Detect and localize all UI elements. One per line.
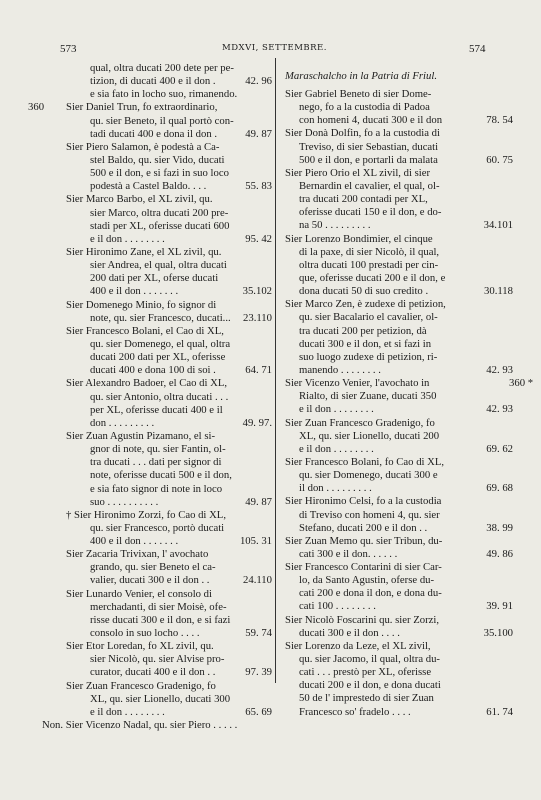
entry-text: ducati 300 e il don . . . .: [299, 626, 400, 639]
entry-line: [66, 285, 272, 298]
entry-text: Sier Alexandro Badoer, el Cao di XL,: [66, 377, 228, 390]
vote-count: 35.100: [483, 626, 513, 639]
entry-line: [285, 705, 513, 719]
entry-text: qu. sier Antonio, oltra ducati . . .: [90, 390, 229, 403]
entry-text: Stefano, ducati 200 e il don . .: [299, 521, 428, 534]
entry-line: [66, 456, 272, 469]
entry-text: oltra ducati 100 prestadi per cin-: [299, 258, 439, 271]
entry-line: [285, 600, 513, 613]
vote-count: 38. 99: [486, 521, 513, 534]
entry-line: [66, 588, 272, 601]
section-heading-row: [285, 62, 489, 88]
entry-line: [66, 246, 272, 259]
entry-line: [285, 88, 489, 101]
entry-text: manendo . . . . . . . .: [299, 363, 381, 376]
entry-line: [66, 325, 272, 338]
entry-line: [66, 509, 272, 522]
vote-count: 35.102: [242, 285, 272, 298]
entry-text: 50 de l' imprestedo di sier Zuan: [299, 692, 434, 705]
entry-text: tra ducati 200 contadi per XL,: [299, 193, 428, 206]
entry-text: Bernardin el cavalier, el qual, ol-: [299, 179, 440, 192]
entry-line: [66, 377, 272, 390]
entry-line: [285, 298, 489, 311]
entry-line: [285, 614, 489, 627]
vote-count: 78. 54: [486, 114, 513, 127]
entry-line: [285, 574, 489, 587]
entry-text: il don . . . . . . . . .: [299, 482, 372, 495]
entry-line: [66, 220, 272, 233]
entry-text: Rialto, di sier Zuane, ducati 350: [299, 390, 437, 403]
entry-text: Francesco so' fradelo . . . .: [299, 705, 411, 718]
entry-text: Sier Lorenzo da Leze, el XL zivil,: [285, 639, 431, 652]
entry-text: qu. sier Domenego, el qual, oltra: [90, 337, 231, 350]
entry-line: [285, 442, 513, 456]
vote-count: 49. 97.: [242, 416, 272, 429]
entry-line: [66, 364, 272, 377]
entry-text: Sier Hironimo Zane, el XL zivil, qu.: [66, 245, 222, 258]
left-column: [28, 62, 272, 732]
entry-text: suo luogo zudexe di petizion, ri-: [299, 350, 438, 363]
vote-count: 61. 74: [486, 705, 513, 718]
entry-text: ducati 200 e il don, e dona ducati: [299, 679, 441, 692]
entry-text: valier, ducati 300 e il don . .: [90, 574, 210, 587]
entry-line: [285, 535, 489, 548]
entry-line: [66, 351, 272, 364]
entry-line: [66, 207, 272, 220]
entry-line: [285, 679, 489, 692]
entry-text: qu. sier Domenego, ducati 300 e: [299, 469, 438, 482]
entry-text: Sier Zuan Francesco Gradenigo, fo: [285, 416, 435, 429]
entry-line: [285, 259, 489, 272]
entry-text: e il don . . . . . . . .: [90, 705, 165, 718]
entry-line: [66, 154, 272, 167]
entry-line: [66, 614, 272, 627]
vote-count: 23.110: [243, 311, 272, 324]
entry-text: tra ducati 200 per petizion, dà: [299, 324, 427, 337]
entry-line: [285, 351, 489, 364]
entry-text: Sier Vicenzo Venier, l'avochato in: [285, 377, 430, 390]
entry-line: [285, 311, 489, 324]
entry-line: [285, 390, 489, 403]
entry-text: tra ducati . . . dati per signor di: [90, 456, 222, 469]
entry-line: [285, 587, 489, 600]
entry-text: Sier Marco Barbo, el XL zivil, qu.: [66, 193, 213, 206]
entry-line: [66, 88, 272, 101]
entry-text: cati 300 e il don. . . . . .: [299, 547, 398, 560]
entry-line: [66, 391, 272, 404]
entry-text: cati 200 e dona il don, e dona du-: [299, 587, 442, 600]
entry-text: 400 e il don . . . . . . .: [90, 535, 179, 548]
entry-line: [66, 483, 272, 496]
entry-text: sier Nicolò, qu. sier Alvise pro-: [90, 653, 225, 666]
entry-text: Sier Zuan Agustin Pizamano, el si-: [66, 429, 216, 442]
entry-text: Sier Nicolò Foscarini qu. sier Zorzi,: [285, 613, 440, 626]
entry-line: [285, 692, 489, 705]
right-column: [285, 62, 534, 719]
entry-text: per XL, oferisse ducati 400 e il: [90, 403, 223, 416]
entry-text: Sier Etor Loredan, fo XL zivil, qu.: [66, 640, 214, 653]
entry-line: [66, 627, 272, 640]
vote-count: 55. 83: [245, 180, 272, 193]
entry-line: [66, 693, 272, 706]
entry-text: con homeni 4, ducati 300 e il don: [299, 114, 443, 127]
entry-line: [66, 706, 272, 719]
entry-text: Sier Francesco Bolani, fo Cao di XL,: [285, 455, 445, 468]
entry-line: [285, 640, 489, 653]
entry-line: [285, 469, 489, 482]
entry-text: e sia fato signor di note in loco: [90, 482, 223, 495]
entry-text: consolo in suo locho . . . .: [90, 627, 200, 640]
entry-line: [285, 206, 489, 219]
entry-text: Sier Zacaria Trivixan, l' avochato: [66, 548, 209, 561]
entry-line: [66, 141, 272, 154]
entry-text: stel Baldo, qu. sier Vido, ducati: [90, 153, 225, 166]
entry-text: di Treviso con homeni 4, qu. sier: [299, 508, 440, 521]
entry-text: grando, qu. sier Beneto el ca-: [90, 561, 216, 574]
entry-line: [285, 338, 489, 351]
entry-line: [66, 338, 272, 351]
vote-count: 97. 39: [245, 666, 272, 679]
entry-line: [66, 548, 272, 561]
entry-line: [66, 75, 272, 88]
page-header: [0, 43, 541, 57]
column-divider: [275, 58, 276, 683]
entry-line: [66, 640, 272, 653]
entry-text: † Sier Hironimo Zorzi, fo Cao di XL,: [66, 508, 226, 521]
entry-line: [285, 626, 513, 640]
entry-line: [285, 153, 513, 167]
entry-text: sier Marco, oltra ducati 200 pre-: [90, 206, 229, 219]
entry-text: note, qu. sier Francesco, ducati...: [90, 311, 231, 324]
entry-line: [66, 128, 272, 141]
margin-note: 360 *: [509, 377, 534, 390]
entry-line: [285, 666, 489, 679]
entry-text: que, oferisse ducati 200 e il don, e: [299, 271, 446, 284]
entry-text: Sier Daniel Trun, fo extraordinario,: [66, 101, 218, 114]
vote-count: 105. 31: [239, 535, 272, 548]
vote-count: 34.101: [483, 219, 513, 232]
entry-text: merchadanti, di sier Moisè, ofe-: [90, 600, 227, 613]
entry-line: [285, 509, 489, 522]
entry-line: [285, 219, 513, 232]
section-heading: Maraschalcho in la Patria di Friul.: [285, 70, 437, 82]
vote-count: 60. 75: [486, 153, 513, 166]
entry-line: [66, 469, 272, 482]
entry-text: qu. sier Bacalario el cavalier, ol-: [299, 311, 438, 324]
entry-text: Treviso, di sier Sebastian, ducati: [299, 140, 439, 153]
entry-line: [66, 535, 272, 548]
entry-text: Sier Francesco Bolani, el Cao di XL,: [66, 324, 224, 337]
entry-line: [285, 180, 489, 193]
entry-text: 400 e il don . . . . . . .: [90, 285, 179, 298]
running-head: MDXVI, SETTEMBRE.: [222, 43, 327, 53]
entry-line: [285, 272, 489, 285]
entry-line: [66, 561, 272, 574]
entry-line: [66, 496, 272, 509]
right-page-number: 574: [469, 43, 486, 55]
entry-line: [285, 561, 489, 574]
entry-text: tadi ducati 400 e dona il don .: [90, 127, 218, 140]
entry-line: [66, 430, 272, 443]
entry-text: sier Andrea, el qual, oltra ducati: [90, 259, 227, 272]
vote-count: 49. 87: [245, 127, 272, 140]
entry-text: Sier Zuan Memo qu. sier Tribun, du-: [285, 534, 443, 547]
entry-text: dona ducati 50 di suo credito .: [299, 285, 429, 298]
vote-count: 69. 68: [486, 482, 513, 495]
entry-text: oferisse ducati 150 e il don, e do-: [299, 206, 442, 219]
entry-line: [66, 574, 272, 587]
entry-line: [66, 115, 272, 128]
entry-line: [66, 259, 272, 272]
entry-text: Sier Donà Dolfin, fo a la custodia di: [285, 127, 440, 140]
entry-text: Sier Gabriel Beneto di sier Dome-: [285, 88, 432, 100]
entry-line: [42, 719, 272, 732]
vote-count: 69. 62: [486, 442, 513, 455]
entry-line: [285, 193, 489, 206]
entry-line: [66, 417, 272, 430]
entry-text: na 50 . . . . . . . . .: [299, 219, 371, 232]
entry-line: [285, 127, 489, 140]
entry-text: e il don . . . . . . . .: [90, 232, 165, 245]
entry-line: [285, 417, 489, 430]
entry-line: [66, 312, 272, 325]
entry-text: XL, qu. sier Lionello, ducati 300: [90, 692, 231, 705]
entry-line: [285, 141, 489, 154]
entry-line: [285, 114, 513, 127]
entry-line: [285, 167, 489, 180]
entry-line: [285, 285, 513, 298]
entry-line: [285, 495, 489, 508]
entry-line: [285, 547, 513, 561]
entry-text: Sier Lorenzo Bondimier, el cinque: [285, 232, 433, 245]
entry-text: e il don . . . . . . . .: [299, 403, 374, 416]
entry-text: curator, ducati 400 e il don . .: [90, 666, 216, 679]
vote-count: 65. 69: [245, 705, 272, 718]
entry-text: Sier Piero Salamon, è podestà a Ca-: [66, 140, 220, 153]
entry-text: qual, oltra ducati 200 dete per pe-: [90, 62, 234, 74]
entry-text: XL, qu. sier Lionello, ducati 200: [299, 429, 440, 442]
entry-text: stadi per XL, oferisse ducati 600: [90, 219, 230, 232]
entry-text: 200 dati per XL, oferse ducati: [90, 272, 219, 285]
entry-text: ducati 200 dati per XL, oferisse: [90, 351, 226, 364]
entry-text: suo . . . . . . . . . .: [90, 495, 159, 508]
entry-line: [285, 482, 513, 495]
entry-line: [285, 456, 489, 469]
entry-line: [285, 363, 513, 377]
entry-text: nego, fo a la custodia di Padoa: [299, 101, 430, 114]
entry-line: [66, 272, 272, 285]
vote-count: 49. 87: [245, 495, 272, 508]
entry-line: [66, 666, 272, 679]
entry-text: di la paxe, di sier Nicolò, il qual,: [299, 245, 440, 258]
entry-text: gnor di note, qu. sier Fantin, ol-: [90, 443, 226, 456]
vote-count: 24.110: [243, 574, 272, 587]
entry-text: risse ducati 300 e il don, e si fazi: [90, 613, 231, 626]
entry-line: [66, 62, 272, 75]
entry-text: Sier Marco Zen, è zudexe di petizion,: [285, 298, 446, 311]
entry-text: Sier Francesco Contarini di sier Car-: [285, 561, 442, 574]
entry-text: e il don . . . . . . . .: [299, 442, 374, 455]
entry-text: 500 e il don, e si fazi in suo loco: [90, 167, 229, 180]
entry-text: note, oferisse ducati 500 e il don,: [90, 469, 232, 482]
vote-count: 49. 86: [486, 547, 513, 560]
entry-text: cati 100 . . . . . . . .: [299, 600, 376, 613]
vote-count: 42. 93: [486, 403, 513, 416]
entry-text: tizion, di ducati 400 e il don .: [90, 75, 216, 88]
margin-note: 360: [28, 101, 45, 114]
entry-text: ducati 400 e dona 100 di soi .: [90, 364, 216, 377]
vote-count: 42. 93: [486, 363, 513, 376]
entry-text: Sier Lunardo Venier, el consolo di: [66, 587, 212, 600]
vote-count: 95. 42: [245, 232, 272, 245]
entry-line: [66, 443, 272, 456]
left-page-number: 573: [60, 43, 77, 55]
entry-text: Sier Zuan Francesco Gradenigo, fo: [66, 679, 216, 692]
entry-line: [28, 101, 272, 114]
entry-line: [285, 101, 489, 114]
entry-line: [66, 180, 272, 193]
entry-line: [66, 167, 272, 180]
entry-text: Non. Sier Vicenzo Nadal, qu. sier Piero . . . . .: [42, 719, 238, 732]
entry-text: qu. sier Francesco, portò ducati: [90, 521, 225, 534]
entry-text: don . . . . . . . . .: [90, 416, 155, 429]
entry-text: cati . . . prestò per XL, oferisse: [299, 666, 432, 679]
entry-text: Sier Domenego Minio, fo signor di: [66, 298, 217, 311]
vote-count: 39. 91: [486, 600, 513, 613]
entry-text: lo, da Santo Agustin, oferse du-: [299, 574, 435, 587]
entry-text: Sier Piero Orio el XL zivil, di sier: [285, 166, 431, 179]
entry-text: 500 e il don, e portarli da malata: [299, 153, 438, 166]
entry-text: podestà a Castel Baldo. . . .: [90, 180, 207, 193]
entry-text: ducati 300 e il don, et si fazi in: [299, 337, 432, 350]
entry-line: [285, 246, 489, 259]
entry-line: [66, 299, 272, 312]
entry-text: e sia fato in locho suo, rimanendo.: [90, 88, 238, 101]
entry-line: [66, 601, 272, 614]
entry-line: [66, 522, 272, 535]
entry-line: [66, 233, 272, 246]
vote-count: 30.118: [484, 285, 513, 298]
vote-count: 64. 71: [245, 364, 272, 377]
entry-text: Sier Hironimo Celsi, fo a la custodia: [285, 495, 442, 508]
entry-line: [66, 404, 272, 417]
entry-line: [285, 653, 489, 666]
entry-text: qu. sier Jacomo, il qual, oltra du-: [299, 653, 440, 666]
vote-count: 42. 96: [245, 75, 272, 88]
entry-line: [66, 653, 272, 666]
entry-line: [285, 325, 489, 338]
entry-line: [285, 403, 513, 416]
entry-text: qu. sier Beneto, il qual portò con-: [90, 114, 234, 127]
entry-line: [66, 680, 272, 693]
entry-line: [285, 377, 534, 390]
entry-line: [285, 521, 513, 535]
entry-line: [285, 430, 489, 443]
vote-count: 59. 74: [245, 627, 272, 640]
entry-line: [66, 193, 272, 206]
entry-line: [285, 233, 489, 246]
